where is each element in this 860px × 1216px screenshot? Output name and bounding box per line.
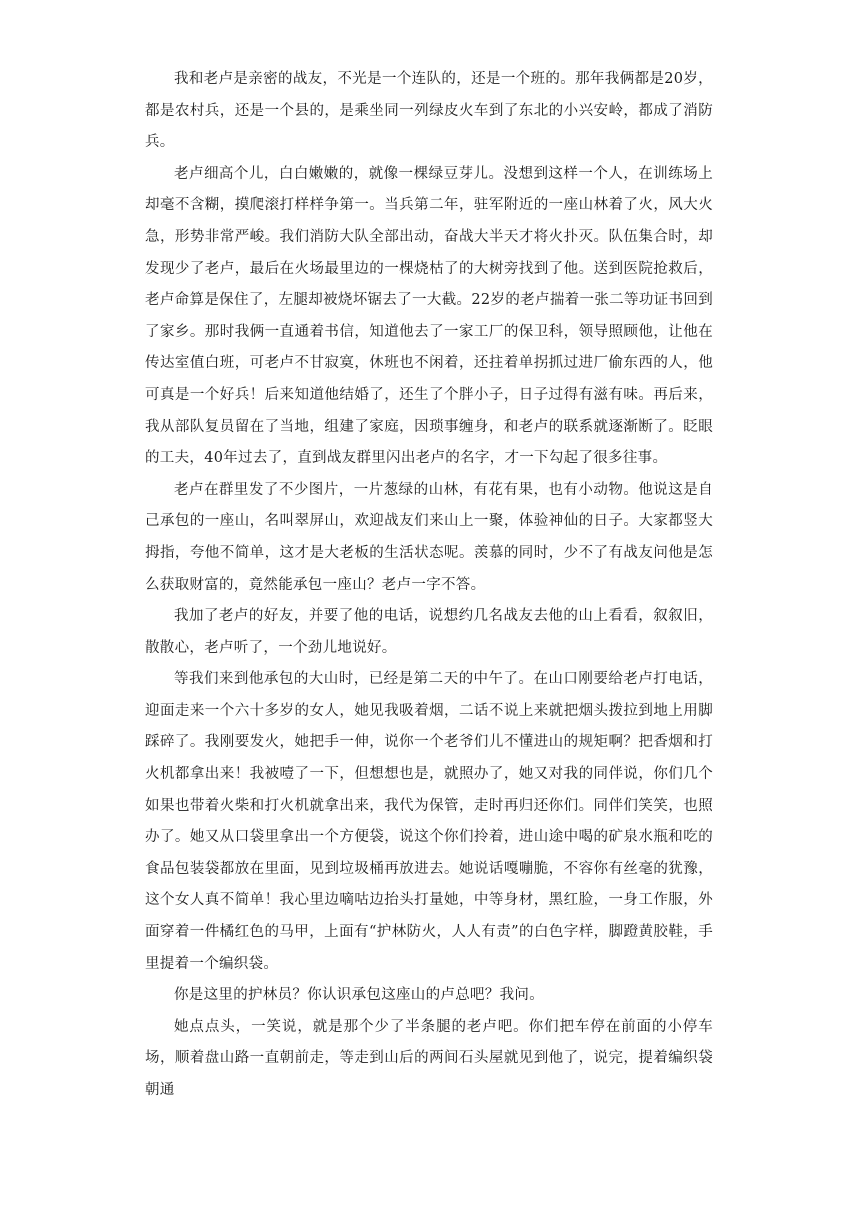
paragraph: 你是这里的护林员？你认识承包这座山的卢总吧？我问。 xyxy=(174,987,544,1004)
paragraph: 她点点头，一笑说，就是那个少了半条腿的老卢吧。你们把车停在前面的小停车场，顺着盘山路一直朝前走，等走到山后的两间石头屋就见到他了，说完，提着编织袋朝通 xyxy=(145,1018,713,1098)
paragraph: 老卢在群里发了不少图片，一片葱绿的山林，有花有果，也有小动物。他说这是自己承包的一座山，名叫翠屏山，欢迎战友们来山上一聚，体验神仙的日子。大家都竖大拇指，夸他不简单，这才是大老板的生活状态呢。羡慕的同时，少不了有战友问他是怎么获取财富的，竟然能承包一座山？老卢一字不答。 xyxy=(145,481,713,593)
paragraph: 我和老卢是亲密的战友，不光是一个连队的，还是一个班的。那年我俩都是20岁，都是农村兵，还是一个县的，是乘坐同一列绿皮火车到了东北的小兴安岭，都成了消防兵。 xyxy=(145,71,713,151)
article-body xyxy=(145,64,713,1107)
paragraph: 等我们来到他承包的大山时，已经是第二天的中午了。在山口刚要给老卢打电话，迎面走来一个六十多岁的女人，她见我吸着烟，二话不说上来就把烟头拨拉到地上用脚踩碎了。我刚要发火，她把手一伸，说你一个老爷们儿不懂进山的规矩啊？把香烟和打火机都拿出来！我被噎了一下，但想想也是，就照办了，她又对我的同伴说，你们几个如果也带着火柴和打火机就拿出来，我代为保管，走时再归还你们。同伴们笑笑，也照办了。她又从口袋里拿出一个方便袋，说这个你们拎着，进山途中喝的矿泉水瓶和吃的食品包装袋都放在里面，见到垃圾桶再放进去。她说话嘎嘣脆，不容你有丝毫的犹豫，这个女人真不简单！我心里边嘀咕边抬头打量她，中等身材，黑红脸，一身工作服，外面穿着一件橘红色的马甲，上面有“护林防火，人人有责”的白色字样，脚蹬黄胶鞋，手里提着一个编织袋。 xyxy=(145,671,713,972)
paragraph: 我加了老卢的好友，并要了他的电话，说想约几名战友去他的山上看看，叙叙旧，散散心，老卢听了，一个劲儿地说好。 xyxy=(145,608,713,656)
paragraph: 老卢细高个儿，白白嫩嫩的，就像一棵绿豆芽儿。没想到这样一个人，在训练场上却毫不含糊，摸爬滚打样样争第一。当兵第二年，驻军附近的一座山林着了火，风大火急，形势非常严峻。我们消防大队全部出动，奋战大半天才将火扑灭。队伍集合时，却发现少了老卢，最后在火场最里边的一棵烧枯了的大树旁找到了他。送到医院抢救后，老卢命算是保住了，左腿却被烧坏锯去了一大截。22岁的老卢揣着一张二等功证书回到了家乡。那时我俩一直通着书信，知道他去了一家工厂的保卫科，领导照顾他，让他在传达室值白班，可老卢不甘寂寞，休班也不闲着，还拄着单拐抓过进厂偷东西的人，他可真是一个好兵！后来知道他结婚了，还生了个胖小子，日子过得有滋有味。再后来，我从部队复员留在了当地，组建了家庭，因琐事缠身，和老卢的联系就逐渐断了。眨眼的工夫，40年过去了，直到战友群里闪出老卢的名字，才一下勾起了很多往事。 xyxy=(145,165,713,467)
